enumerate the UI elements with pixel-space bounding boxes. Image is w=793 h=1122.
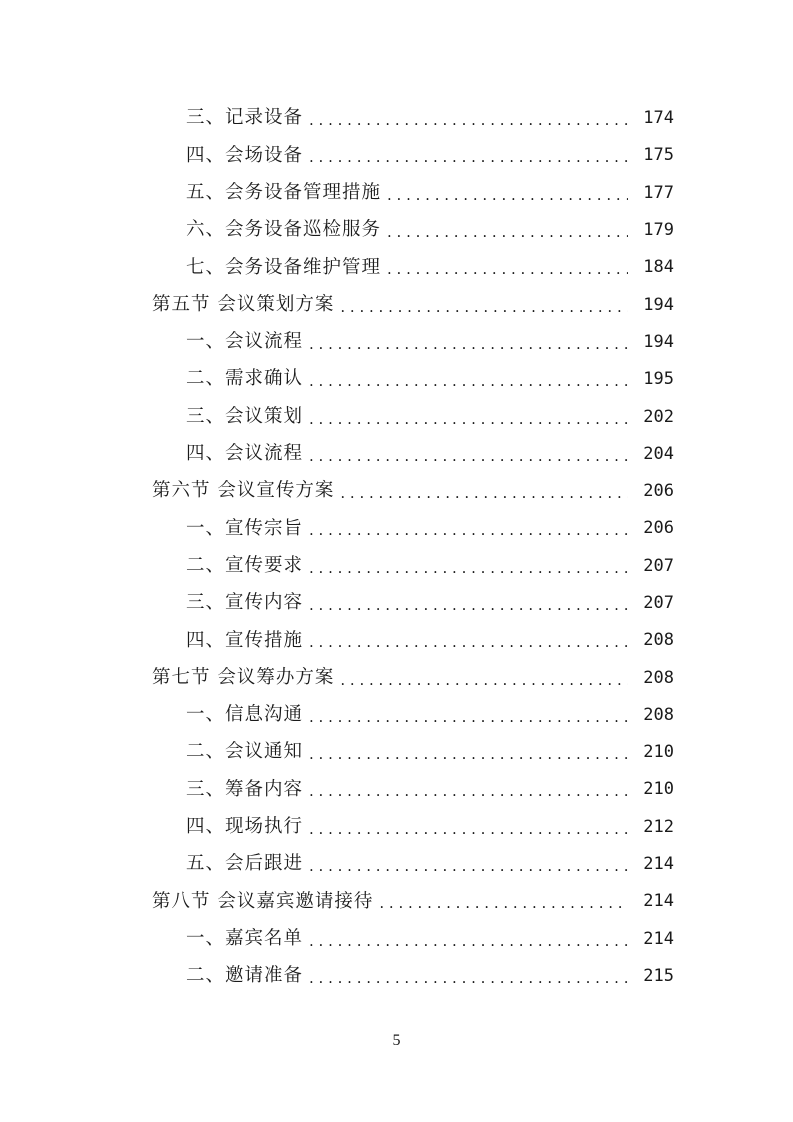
toc-section-title: 第五节 会议策划方案 [152,293,335,315]
toc-dot-leader [309,859,628,874]
toc-entry-page: 208 [643,667,674,688]
toc-dot-leader [309,523,628,538]
toc-entry[interactable] [0,921,793,958]
toc-section-title: 第七节 会议筹办方案 [152,666,335,688]
toc-entry-page: 202 [643,406,674,427]
toc-entry[interactable] [0,436,793,473]
toc-entry-page: 210 [643,742,674,763]
toc-entry[interactable] [0,771,793,808]
toc-entry[interactable] [0,809,793,846]
toc-dot-leader [309,934,628,949]
toc-entry[interactable] [0,958,793,995]
toc-entry-title: 一、信息沟通 [186,704,304,726]
toc-entry-title: 三、宣传内容 [186,592,304,614]
toc-dot-leader [309,449,628,464]
toc-entry-title: 四、现场执行 [186,816,304,838]
toc-entry-page: 212 [643,816,674,837]
toc-entry-page: 195 [643,369,674,390]
toc-dot-leader [387,262,628,277]
toc-entry-page: 177 [643,182,674,203]
toc-entry-page: 210 [643,779,674,800]
toc-entry[interactable] [0,697,793,734]
toc-entry-title: 一、会议流程 [186,331,304,353]
toc-entry-title: 三、筹备内容 [186,778,304,800]
toc-entry[interactable] [0,100,793,137]
toc-entry-title: 四、宣传措施 [186,629,304,651]
toc-entry[interactable] [0,734,793,771]
toc-entry-page: 179 [643,220,674,241]
toc-dot-leader [309,635,628,650]
toc-dot-leader [309,971,628,986]
toc-entry-page: 207 [643,593,674,613]
toc-dot-leader [309,412,628,427]
toc-entry-page: 194 [643,294,674,315]
toc-entry[interactable] [0,324,793,361]
toc-entry[interactable] [0,548,793,585]
toc-entry-title: 二、宣传要求 [186,554,304,576]
toc-entry-page: 214 [643,854,674,875]
toc-dot-leader [309,822,628,837]
toc-entry[interactable] [0,212,793,249]
page-number: 5 [392,1032,401,1049]
toc-entry-page: 184 [643,257,674,278]
toc-entry[interactable] [0,846,793,883]
toc-entry[interactable] [0,137,793,174]
toc-entry[interactable] [0,510,793,547]
toc-dot-leader [309,150,628,165]
toc-dot-leader [309,710,628,725]
toc-entry-page: 206 [643,518,674,539]
toc-section-entry[interactable] [0,883,793,920]
toc-entry-title: 一、宣传宗旨 [186,517,304,539]
toc-entry[interactable] [0,585,793,622]
toc-entry-page: 214 [643,928,674,949]
toc-entry-title: 二、会议通知 [186,741,304,763]
toc-entry[interactable] [0,175,793,212]
toc-entry-page: 175 [643,145,674,166]
toc-entry-page: 214 [643,891,674,912]
toc-dot-leader [309,337,628,352]
toc-dot-leader [309,747,628,762]
toc-entry-title: 五、会后跟进 [186,853,304,875]
toc-dot-leader [309,113,628,128]
table-of-contents [0,100,793,995]
toc-entry-title: 二、邀请准备 [186,965,304,987]
toc-dot-leader [340,300,628,315]
toc-entry-page: 207 [643,555,674,576]
toc-entry[interactable] [0,398,793,435]
toc-entry-page: 194 [643,331,674,352]
toc-dot-leader [387,188,628,203]
toc-entry-title: 四、会议流程 [186,443,304,465]
toc-dot-leader [387,225,628,240]
toc-entry-page: 204 [643,443,674,464]
toc-dot-leader [309,598,628,613]
toc-entry-page: 215 [643,965,674,986]
toc-entry-title: 二、需求确认 [186,368,304,390]
toc-entry-title: 五、会务设备管理措施 [186,181,382,203]
toc-entry-title: 三、记录设备 [186,107,304,129]
toc-section-title: 第八节 会议嘉宾邀请接待 [152,890,374,912]
toc-entry[interactable] [0,361,793,398]
toc-entry-page: 206 [643,481,674,502]
toc-dot-leader [340,486,628,501]
toc-entry-title: 四、会场设备 [186,144,304,166]
toc-dot-leader [379,896,628,911]
toc-entry-title: 一、嘉宾名单 [186,927,304,949]
toc-dot-leader [309,374,628,389]
toc-dot-leader [309,561,628,576]
toc-entry-page: 174 [643,108,674,129]
toc-entry[interactable] [0,249,793,286]
toc-entry-title: 七、会务设备维护管理 [186,256,382,278]
toc-entry-page: 208 [643,630,674,651]
toc-entry[interactable] [0,622,793,659]
toc-dot-leader [309,784,628,799]
toc-entry-title: 三、会议策划 [186,405,304,427]
toc-dot-leader [340,673,628,688]
toc-entry-page: 208 [643,704,674,725]
toc-section-entry[interactable] [0,473,793,510]
toc-section-entry[interactable] [0,286,793,323]
toc-entry-title: 六、会务设备巡检服务 [186,219,382,241]
toc-section-title: 第六节 会议宣传方案 [152,480,335,502]
toc-section-entry[interactable] [0,659,793,696]
